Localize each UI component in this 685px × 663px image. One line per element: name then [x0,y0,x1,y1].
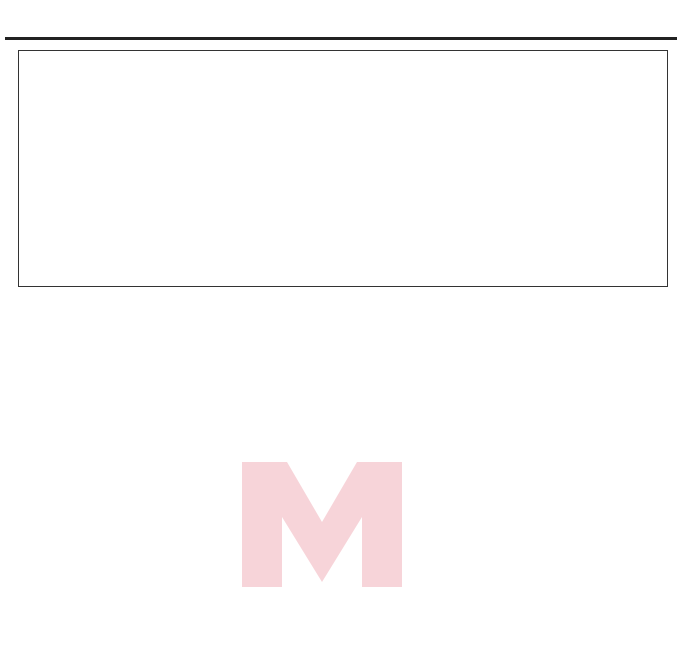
spec-table-wrap [18,303,668,663]
pulley-drawings [19,51,667,286]
page-header [0,0,685,30]
title-rule [5,37,677,40]
drawing-panel [18,50,668,287]
